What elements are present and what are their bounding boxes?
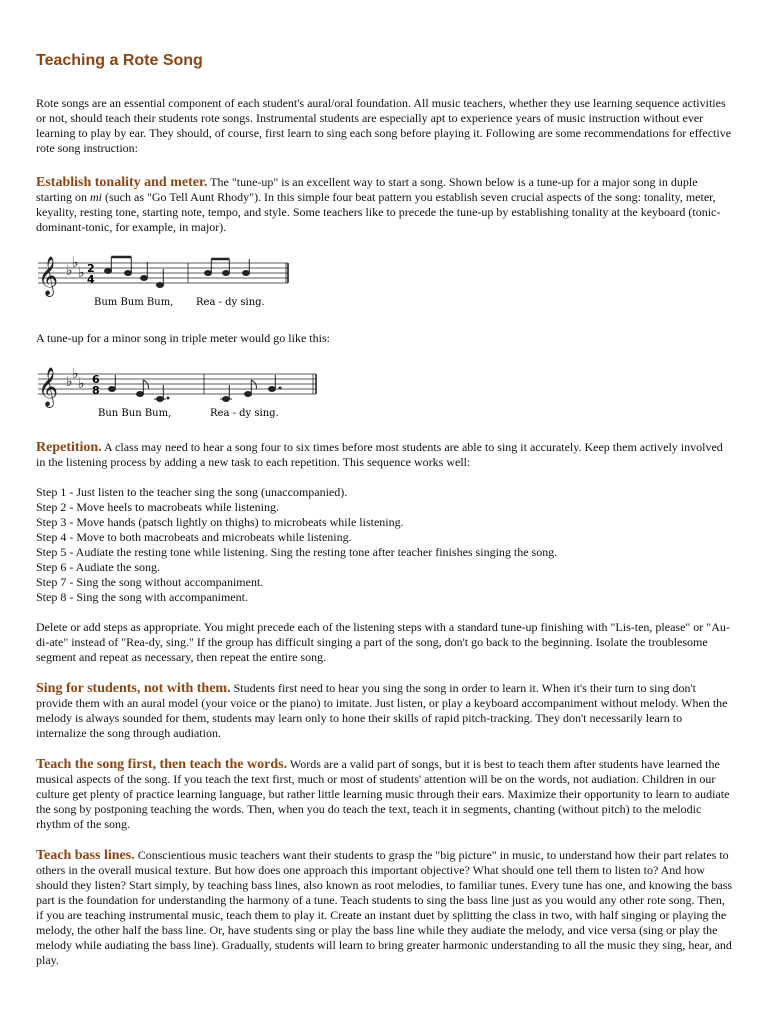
step-item: Step 6 - Audiate the song. [36, 560, 160, 574]
repetition-steps [36, 485, 734, 605]
step-item: Step 7 - Sing the song without accompaniment. [36, 575, 264, 589]
bass-paragraph [36, 848, 734, 968]
step-item: Step 5 - Audiate the resting tone while listening. Sing the resting tone after teacher finishes singing the song. [36, 545, 558, 559]
staff-major-duple [36, 249, 336, 313]
staff2-lyrics-a: Bun Bun Bum, [98, 408, 172, 419]
time-signature-bottom: 4 [87, 273, 95, 286]
sing-for-heading: Sing for students, not with them. [36, 681, 231, 696]
staff-minor-triple [36, 360, 336, 424]
svg-text:♭: ♭ [66, 374, 73, 390]
tonality-text-em: mi [90, 190, 102, 204]
tonality-heading: Establish tonality and meter. [36, 175, 208, 190]
svg-text:♭: ♭ [78, 265, 85, 281]
tonality-text-2: (such as "Go Tell Aunt Rhody"). In this simple four beat pattern you establish seven crucial aspects of the song: tonality, meter, keyality, resting tone, starting note, tempo, and style. Some teachers like to precede the tune-up by establishing tonality at the keyboard (tonic-dominant-tonic, for example, in major). [36, 190, 721, 234]
step-item: Step 4 - Move to both macrobeats and microbeats while listening. [36, 530, 352, 544]
step-item: Step 8 - Sing the song with accompaniment. [36, 590, 248, 604]
tonality-paragraph [36, 175, 734, 235]
repetition-heading: Repetition. [36, 440, 102, 455]
step-item: Step 2 - Move heels to macrobeats while listening. [36, 500, 279, 514]
treble-clef-icon: 𝄞 [38, 367, 59, 407]
repetition-paragraph [36, 440, 734, 470]
sing-for-paragraph [36, 681, 734, 741]
key-signature-flats [66, 366, 85, 392]
time-signature-bottom: 8 [92, 384, 100, 397]
time-signature-top: 2 [87, 262, 95, 275]
treble-clef-icon: 𝄞 [38, 256, 59, 296]
key-signature-flats [66, 255, 85, 281]
minor-intro: A tune-up for a minor song in triple meter would go like this: [36, 331, 330, 345]
bass-text: Conscientious music teachers want their students to grasp the "big picture" in music, to understand how their part relates to others in the overall musical texture. But how does one approach this important objective? What should one tell them to listen to? And how should they listen? Start simply, by teaching bass lines, also known as root melodies, to familiar tunes. Every tune has one, and knowing the bass part is the foundation for understanding the harmony of a tune. Teach students to sing the bass line just as you would any other rote song. Then, if you are teaching instrumental music, teach them to play it. Create an instant duet by splitting the class in two, with half singing or playing the melody, the other half the bass line. Or, have students sing or play the bass line while they audiate the melody, and vice versa (sing or play the melody while audiating the bass line). Gradually, students will learn to bring greater harmonic understanding to all the music they sing, hear, and play. [36, 848, 733, 967]
notes-measure-2 [205, 259, 250, 276]
time-signature-top: 6 [92, 373, 100, 386]
staff2-lyrics-b: Rea - dy sing. [210, 408, 279, 419]
svg-text:♭: ♭ [72, 366, 79, 382]
repetition-after: Delete or add steps as appropriate. You might precede each of the listening steps with a standard tune-up finishing with "Lis-ten, please" or "Au-di-ate" instead of "Rea-dy, sing." If the group has difficult singing a part of the song, don't go back to the beginning. Isolate the troublesome segment and repeat as necessary, then repeat the entire song. [36, 620, 730, 664]
staff1-lyrics-a: Bum Bum Bum, [94, 297, 174, 308]
svg-text:♭: ♭ [72, 255, 79, 271]
repetition-text: A class may need to hear a song four to six times before most students are able to sing it accurately. Keep them actively involved in the listening process by adding a new task to each repetition. This sequence works well: [36, 440, 723, 469]
svg-text:♭: ♭ [66, 263, 73, 279]
sing-for-text: Students first need to hear you sing the song in order to learn it. When it's their turn to sing don't provide them with an aural model (your voice or the piano) to imitate. Just listen, or play a keyboard accompaniment without melody. When the melody is always sounded for them, students may learn only to hone their skills of rapid pitch-tracking. They don't necessarily learn to internalize the song through audiation. [36, 681, 728, 740]
song-first-heading: Teach the song first, then teach the words. [36, 757, 288, 772]
page-title: Teaching a Rote Song [36, 52, 203, 69]
staff1-lyrics-b: Rea - dy sing. [196, 297, 265, 308]
song-first-paragraph [36, 757, 734, 832]
tonality-text-1: The "tune-up" is an excellent way to start a song. Shown below is a tune-up for a major song in duple starting on [36, 175, 698, 204]
song-first-text: Words are a valid part of songs, but it is best to teach them after students have learned the musical aspects of the song. If you teach the text first, much or most of students' attention will be on the words, not audiation. Children in our culture get plenty of practice learning language, but rather little learning music through their ears. Maximize their opportunity to learn to audiate the song by postponing teaching the words. Then, when you do teach the text, teach it in segments, chanting (without pitch) to the melodic rhythm of the song. [36, 757, 730, 831]
svg-text:♭: ♭ [78, 376, 85, 392]
step-item: Step 3 - Move hands (patsch lightly on thighs) to microbeats while listening. [36, 515, 404, 529]
step-item: Step 1 - Just listen to the teacher sing the song (unaccompanied). [36, 485, 348, 499]
bass-heading: Teach bass lines. [36, 848, 135, 863]
intro-paragraph: Rote songs are an essential component of each student's aural/oral foundation. All music teachers, whether they use learning sequence activities or not, should teach their students rote songs. Instrumental students are especially apt to experience years of music instruction without ever learning to play by ear. They should, of course, first learn to sing each song before playing it. Following are some recommendations for effective rote song instruction: [36, 96, 732, 155]
